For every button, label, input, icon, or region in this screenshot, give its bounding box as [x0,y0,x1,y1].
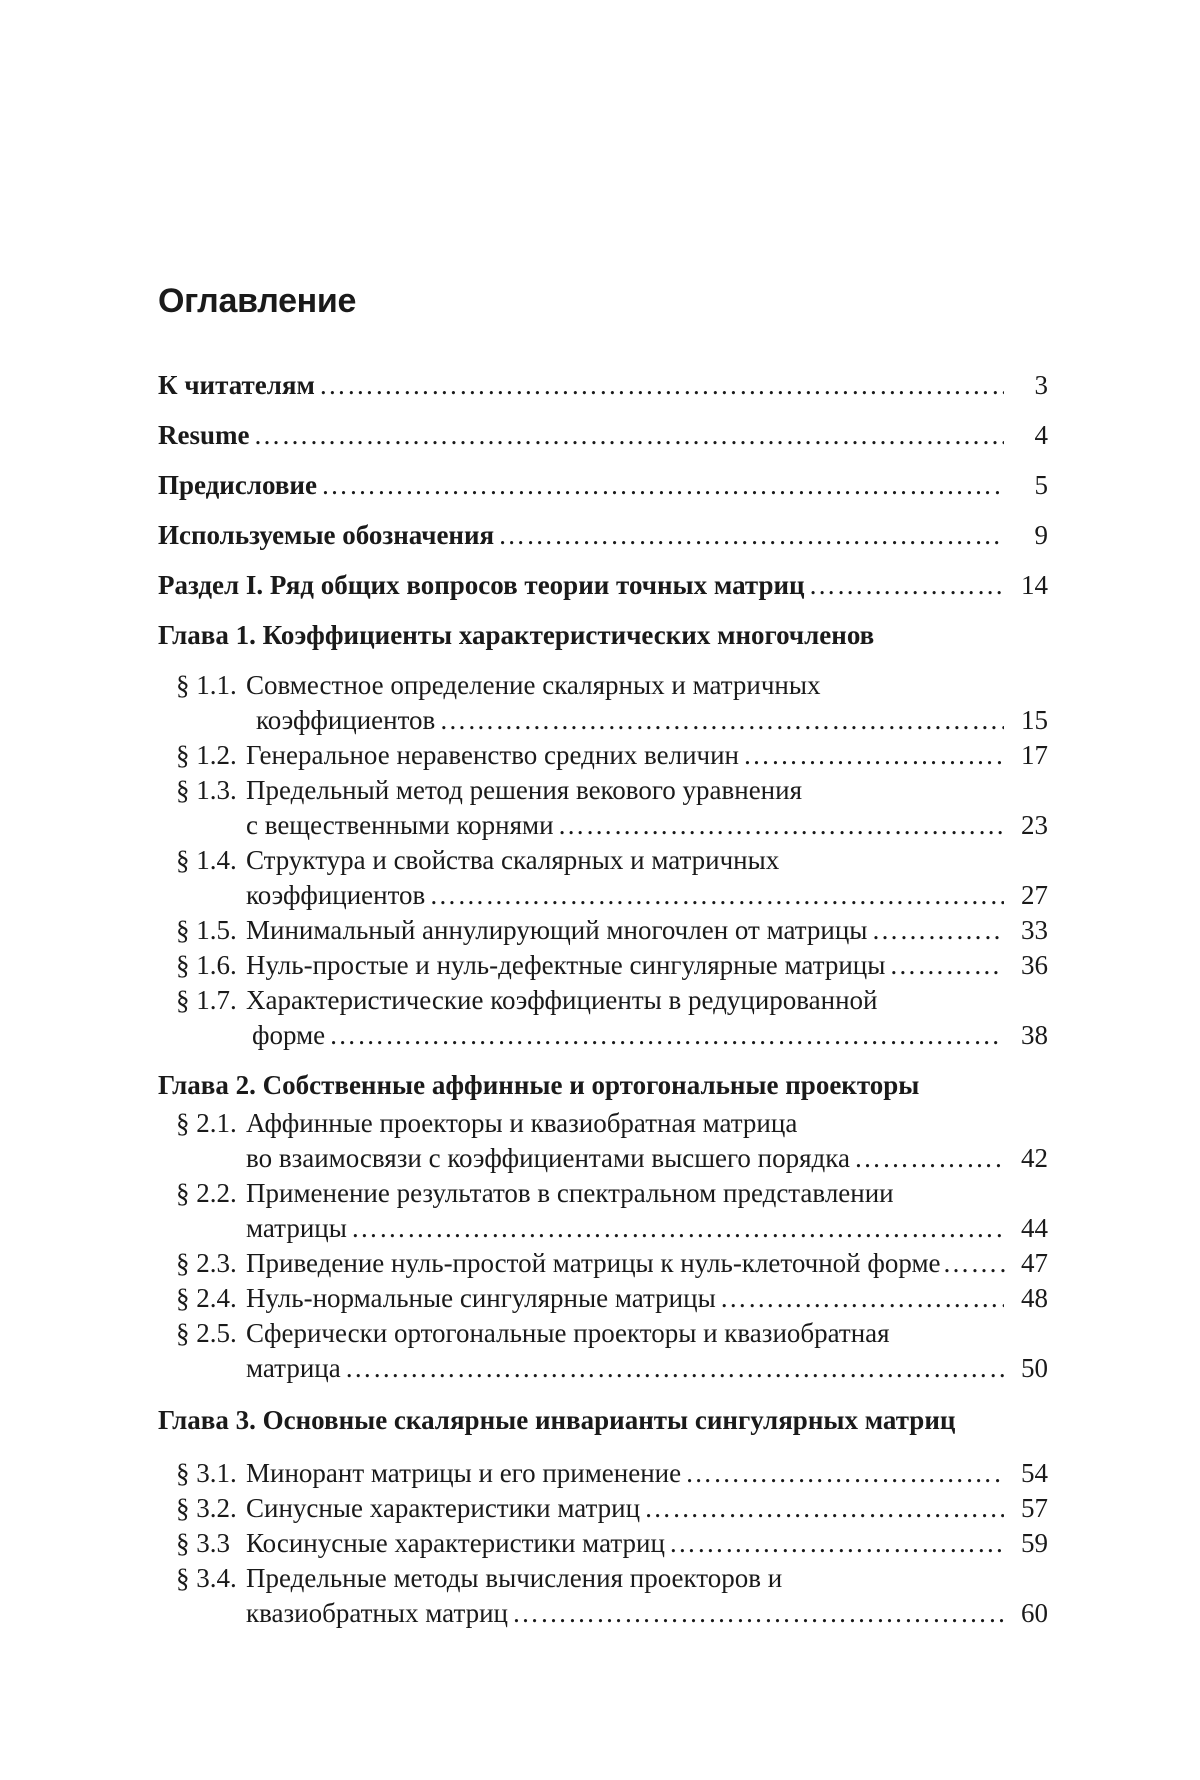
page-number: 60 [1021,1598,1048,1628]
section-title: Минимальный аннулирующий многочлен от матрицы [246,915,868,945]
page-number: 59 [1021,1528,1048,1558]
section-2-5-continuation[interactable] [246,1351,1048,1385]
page-title: Оглавление [158,282,357,320]
toc-entry-readers[interactable] [158,368,1048,402]
section-1-1[interactable] [176,668,1056,702]
section-2-2-continuation[interactable] [246,1211,1048,1245]
section-number: § 2.2. [176,1178,237,1208]
section-number: § 1.1. [176,670,237,700]
section-title-cont: во взаимосвязи с коэффициентами высшего порядка [246,1143,850,1173]
page-number: 4 [1034,420,1048,450]
dot-leader [644,1491,1004,1525]
section-title: Нуль-нормальные сингулярные матрицы [246,1283,716,1313]
section-number: § 1.6. [176,950,237,980]
toc-entry-preface[interactable] [158,468,1048,502]
page-number: 48 [1021,1283,1048,1313]
section-3-2[interactable] [176,1491,1048,1525]
section-title: Аффинные проекторы и квазиобратная матрица [246,1108,798,1138]
section-title-cont: с вещественными корнями [246,810,554,840]
section-number: § 2.4. [176,1283,237,1313]
page-number: 23 [1021,810,1048,840]
section-number: § 1.3. [176,775,237,805]
toc-entry-resume[interactable] [158,418,1048,452]
page-number: 44 [1021,1213,1048,1243]
section-2-4[interactable] [176,1281,1048,1315]
toc-entry-section-1[interactable] [158,568,1048,602]
page-number: 9 [1034,520,1048,550]
section-3-4[interactable] [176,1561,1056,1595]
dot-leader [498,518,1004,552]
page-number: 50 [1021,1353,1048,1383]
page-number: 33 [1021,915,1048,945]
section-number: § 3.1. [176,1458,237,1488]
dot-leader [329,1018,1004,1052]
section-1-6[interactable] [176,948,1048,982]
dot-leader [319,368,1004,402]
chapter-2-heading[interactable]: Глава 2. Собственные аффинные и ортогональные проекторы [158,1070,920,1100]
section-title: Косинусные характеристики матриц [246,1528,665,1558]
section-2-3[interactable] [176,1246,1048,1280]
dot-leader [669,1526,1004,1560]
page-number: 42 [1021,1143,1048,1173]
dot-leader [854,1141,1004,1175]
page-number: 5 [1034,470,1048,500]
section-number: § 1.5. [176,915,237,945]
section-2-5[interactable] [176,1316,1056,1350]
section-number: § 2.3. [176,1248,237,1278]
section-number: § 2.5. [176,1318,237,1348]
toc-entry-notation[interactable] [158,518,1048,552]
dot-leader [720,1281,1004,1315]
section-1-5[interactable] [176,913,1048,947]
page-number: 15 [1021,705,1048,735]
section-title: Минорант матрицы и его применение [246,1458,682,1488]
dot-leader [253,418,1004,452]
section-1-2[interactable] [176,738,1048,772]
dot-leader [943,1246,1006,1280]
chapter-3-heading[interactable]: Глава 3. Основные скалярные инварианты сингулярных матриц [158,1405,956,1435]
section-title: Генеральное неравенство средних величин [246,740,740,770]
dot-leader [889,948,1004,982]
page-number: 17 [1021,740,1048,770]
page-number: 38 [1021,1020,1048,1050]
section-title: Приведение нуль-простой матрицы к нуль-клеточной форме [246,1248,941,1278]
section-title: Характеристические коэффициенты в редуцированной [246,985,878,1015]
section-title-cont: коэффициентов [246,880,426,910]
section-title-cont: форме [252,1020,326,1050]
section-1-3[interactable] [176,773,1056,807]
section-title: Предельный метод решения векового уравнения [246,775,802,805]
page-number: 57 [1021,1493,1048,1523]
section-2-1-continuation[interactable] [246,1141,1048,1175]
dot-leader [743,738,1004,772]
toc-entry-label: Resume [158,420,250,450]
dot-leader [871,913,1004,947]
page-number: 14 [1021,570,1048,600]
section-number: § 1.2. [176,740,237,770]
section-title: Синусные характеристики матриц [246,1493,641,1523]
section-title-cont: коэффициентов [256,705,436,735]
section-3-1[interactable] [176,1456,1048,1490]
section-3-3[interactable] [176,1526,1048,1560]
page-number: 36 [1021,950,1048,980]
page-number: 27 [1021,880,1048,910]
section-title: Совместное определение скалярных и матричных [246,670,821,700]
section-number: § 2.1. [176,1108,237,1138]
dot-leader [351,1211,1004,1245]
toc-entry-label: Используемые обозначения [158,520,495,550]
section-title-cont: квазиобратных матриц [246,1598,508,1628]
dot-leader [685,1456,1004,1490]
section-title: Нуль-простые и нуль-дефектные сингулярные матрицы [246,950,886,980]
section-3-4-continuation[interactable] [246,1596,1048,1630]
section-title: Применение результатов в спектральном представлении [246,1178,894,1208]
toc-entry-label: Предисловие [158,470,317,500]
section-1-4[interactable] [176,843,1056,877]
section-title-cont: матрицы [246,1213,347,1243]
section-1-1-continuation[interactable] [256,703,1048,737]
page-number: 47 [1021,1248,1048,1278]
section-title-cont: матрица [246,1353,341,1383]
dot-leader [321,468,1004,502]
section-number: § 3.2. [176,1493,237,1523]
dot-leader [512,1596,1004,1630]
section-2-1[interactable] [176,1106,1056,1140]
section-1-4-continuation[interactable] [246,878,1048,912]
section-number: § 3.4. [176,1563,237,1593]
dot-leader [439,703,1004,737]
dot-leader [809,568,1004,602]
dot-leader [345,1351,1004,1385]
section-1-7-continuation[interactable] [252,1018,1048,1052]
page-number: 3 [1034,370,1048,400]
section-title: Предельные методы вычисления проекторов и [246,1563,783,1593]
section-1-3-continuation[interactable] [246,808,1048,842]
section-title: Структура и свойства скалярных и матричных [246,845,780,875]
section-2-2[interactable] [176,1176,1056,1210]
toc-entry-label: Раздел I. Ряд общих вопросов теории точных матриц [158,570,805,600]
section-1-7[interactable] [176,983,1056,1017]
toc-entry-label: К читателям [158,370,315,400]
section-number: § 1.4. [176,845,237,875]
section-number: § 3.3 [176,1528,230,1558]
section-title: Сферически ортогональные проекторы и квазиобратная [246,1318,890,1348]
section-number: § 1.7. [176,985,237,1015]
page-number: 54 [1021,1458,1048,1488]
dot-leader [558,808,1004,842]
chapter-1-heading[interactable]: Глава 1. Коэффициенты характеристических многочленов [158,620,875,650]
dot-leader [429,878,1004,912]
